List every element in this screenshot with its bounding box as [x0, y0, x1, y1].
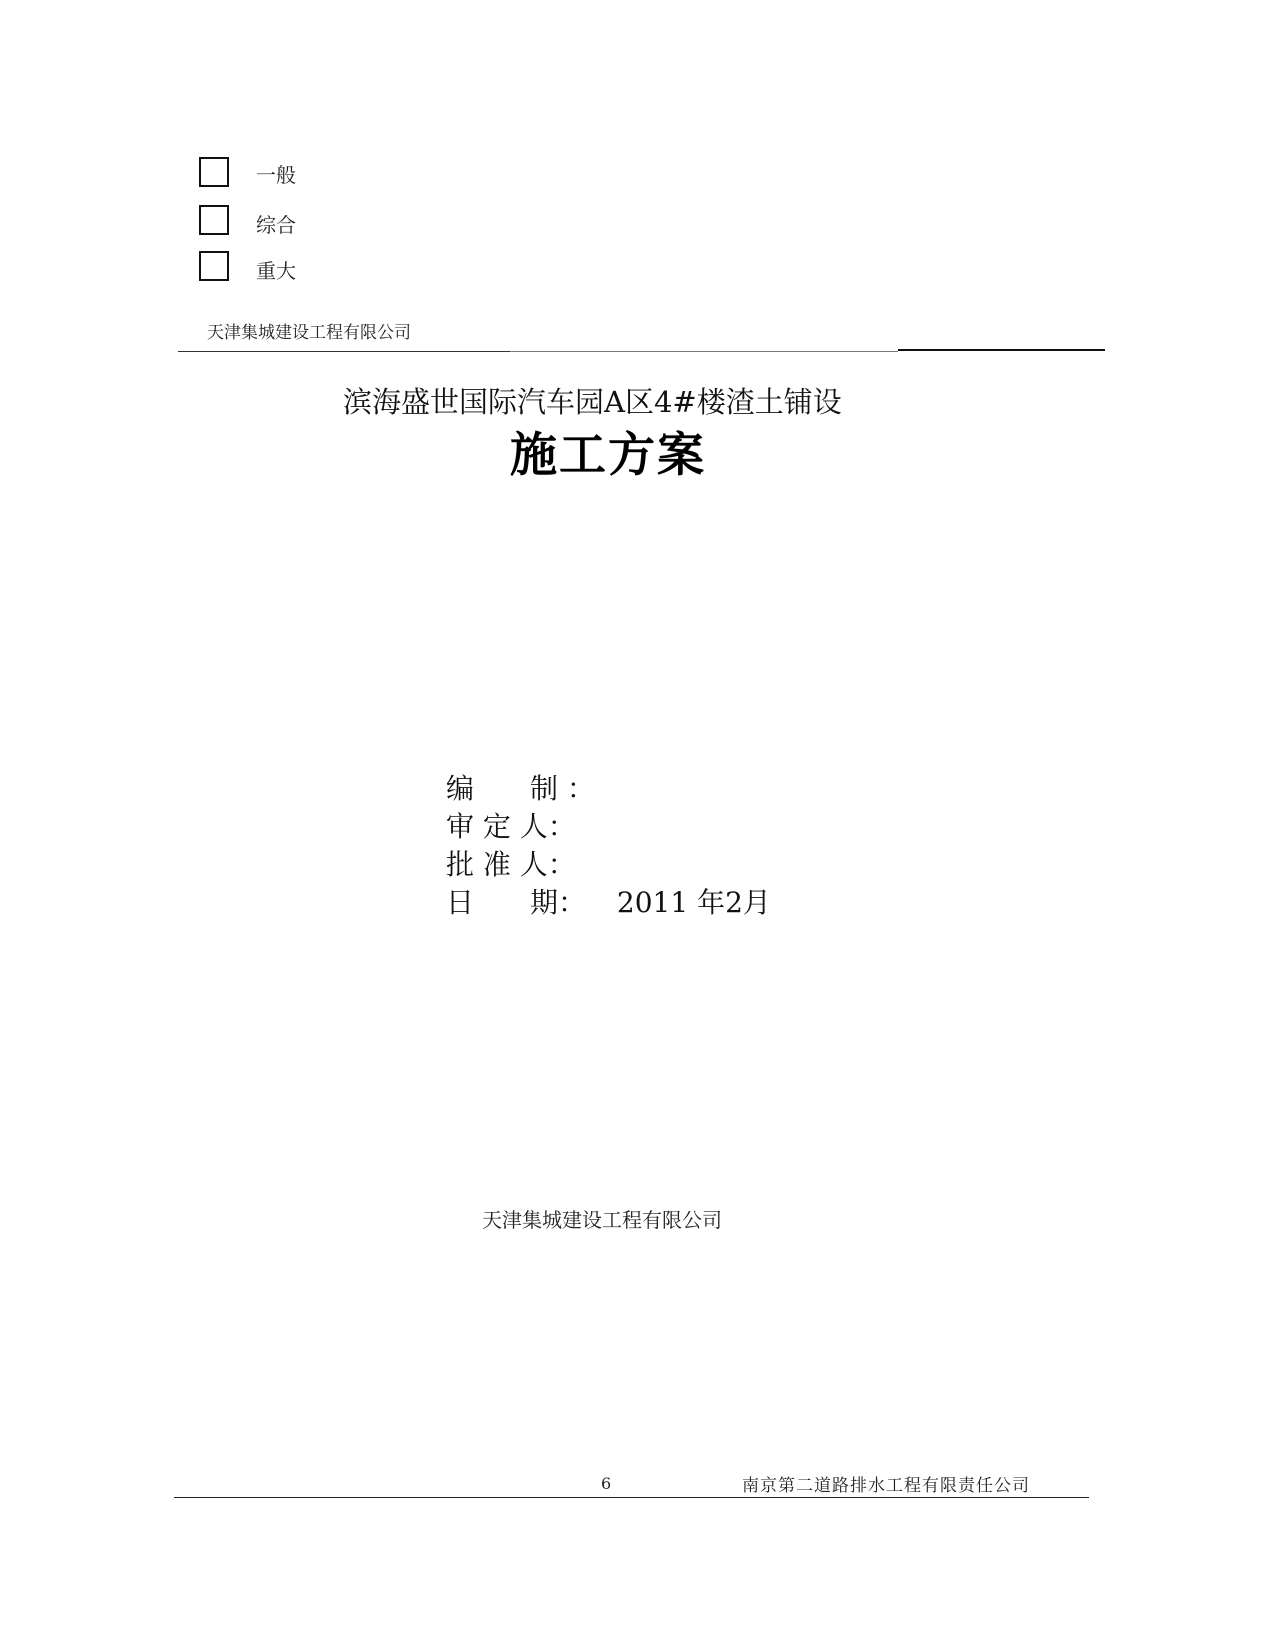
- header-rule-left: [178, 351, 510, 352]
- signoff-approved-row: [446, 848, 576, 882]
- checkbox-general-label: 一般: [256, 163, 296, 187]
- checkbox-general[interactable]: [199, 157, 229, 187]
- header-rule-middle: [510, 351, 898, 352]
- page-footer-company: 南京第二道路排水工程有限责任公司: [742, 1476, 1030, 1496]
- page-footer-rule: [174, 1497, 1089, 1498]
- reviewed-by-label: 审 定 人：: [446, 810, 576, 843]
- checkbox-major-label: 重大: [256, 259, 296, 283]
- document-title: 施工方案: [510, 428, 706, 483]
- footer-company-name: 天津集城建设工程有限公司: [482, 1208, 722, 1232]
- checkbox-comprehensive-label: 综合: [256, 213, 296, 237]
- checkbox-comprehensive[interactable]: [199, 205, 229, 235]
- signoff-compiled-row: [446, 772, 595, 806]
- signoff-date-row: [446, 886, 771, 920]
- approved-by-label: 批 准 人：: [446, 848, 576, 881]
- page-number: 6: [601, 1474, 612, 1493]
- date-value: 2011 年2月: [616, 886, 771, 919]
- date-label: 日 期：: [446, 886, 587, 919]
- signoff-reviewed-row: [446, 810, 576, 844]
- project-title: 滨海盛世国际汽车园A区4#楼渣土铺设: [343, 385, 842, 419]
- header-rule-right: [898, 349, 1105, 351]
- compiled-by-label: 编 制 ：: [446, 772, 595, 805]
- checkbox-major[interactable]: [199, 251, 229, 281]
- header-company-name: 天津集城建设工程有限公司: [207, 323, 411, 343]
